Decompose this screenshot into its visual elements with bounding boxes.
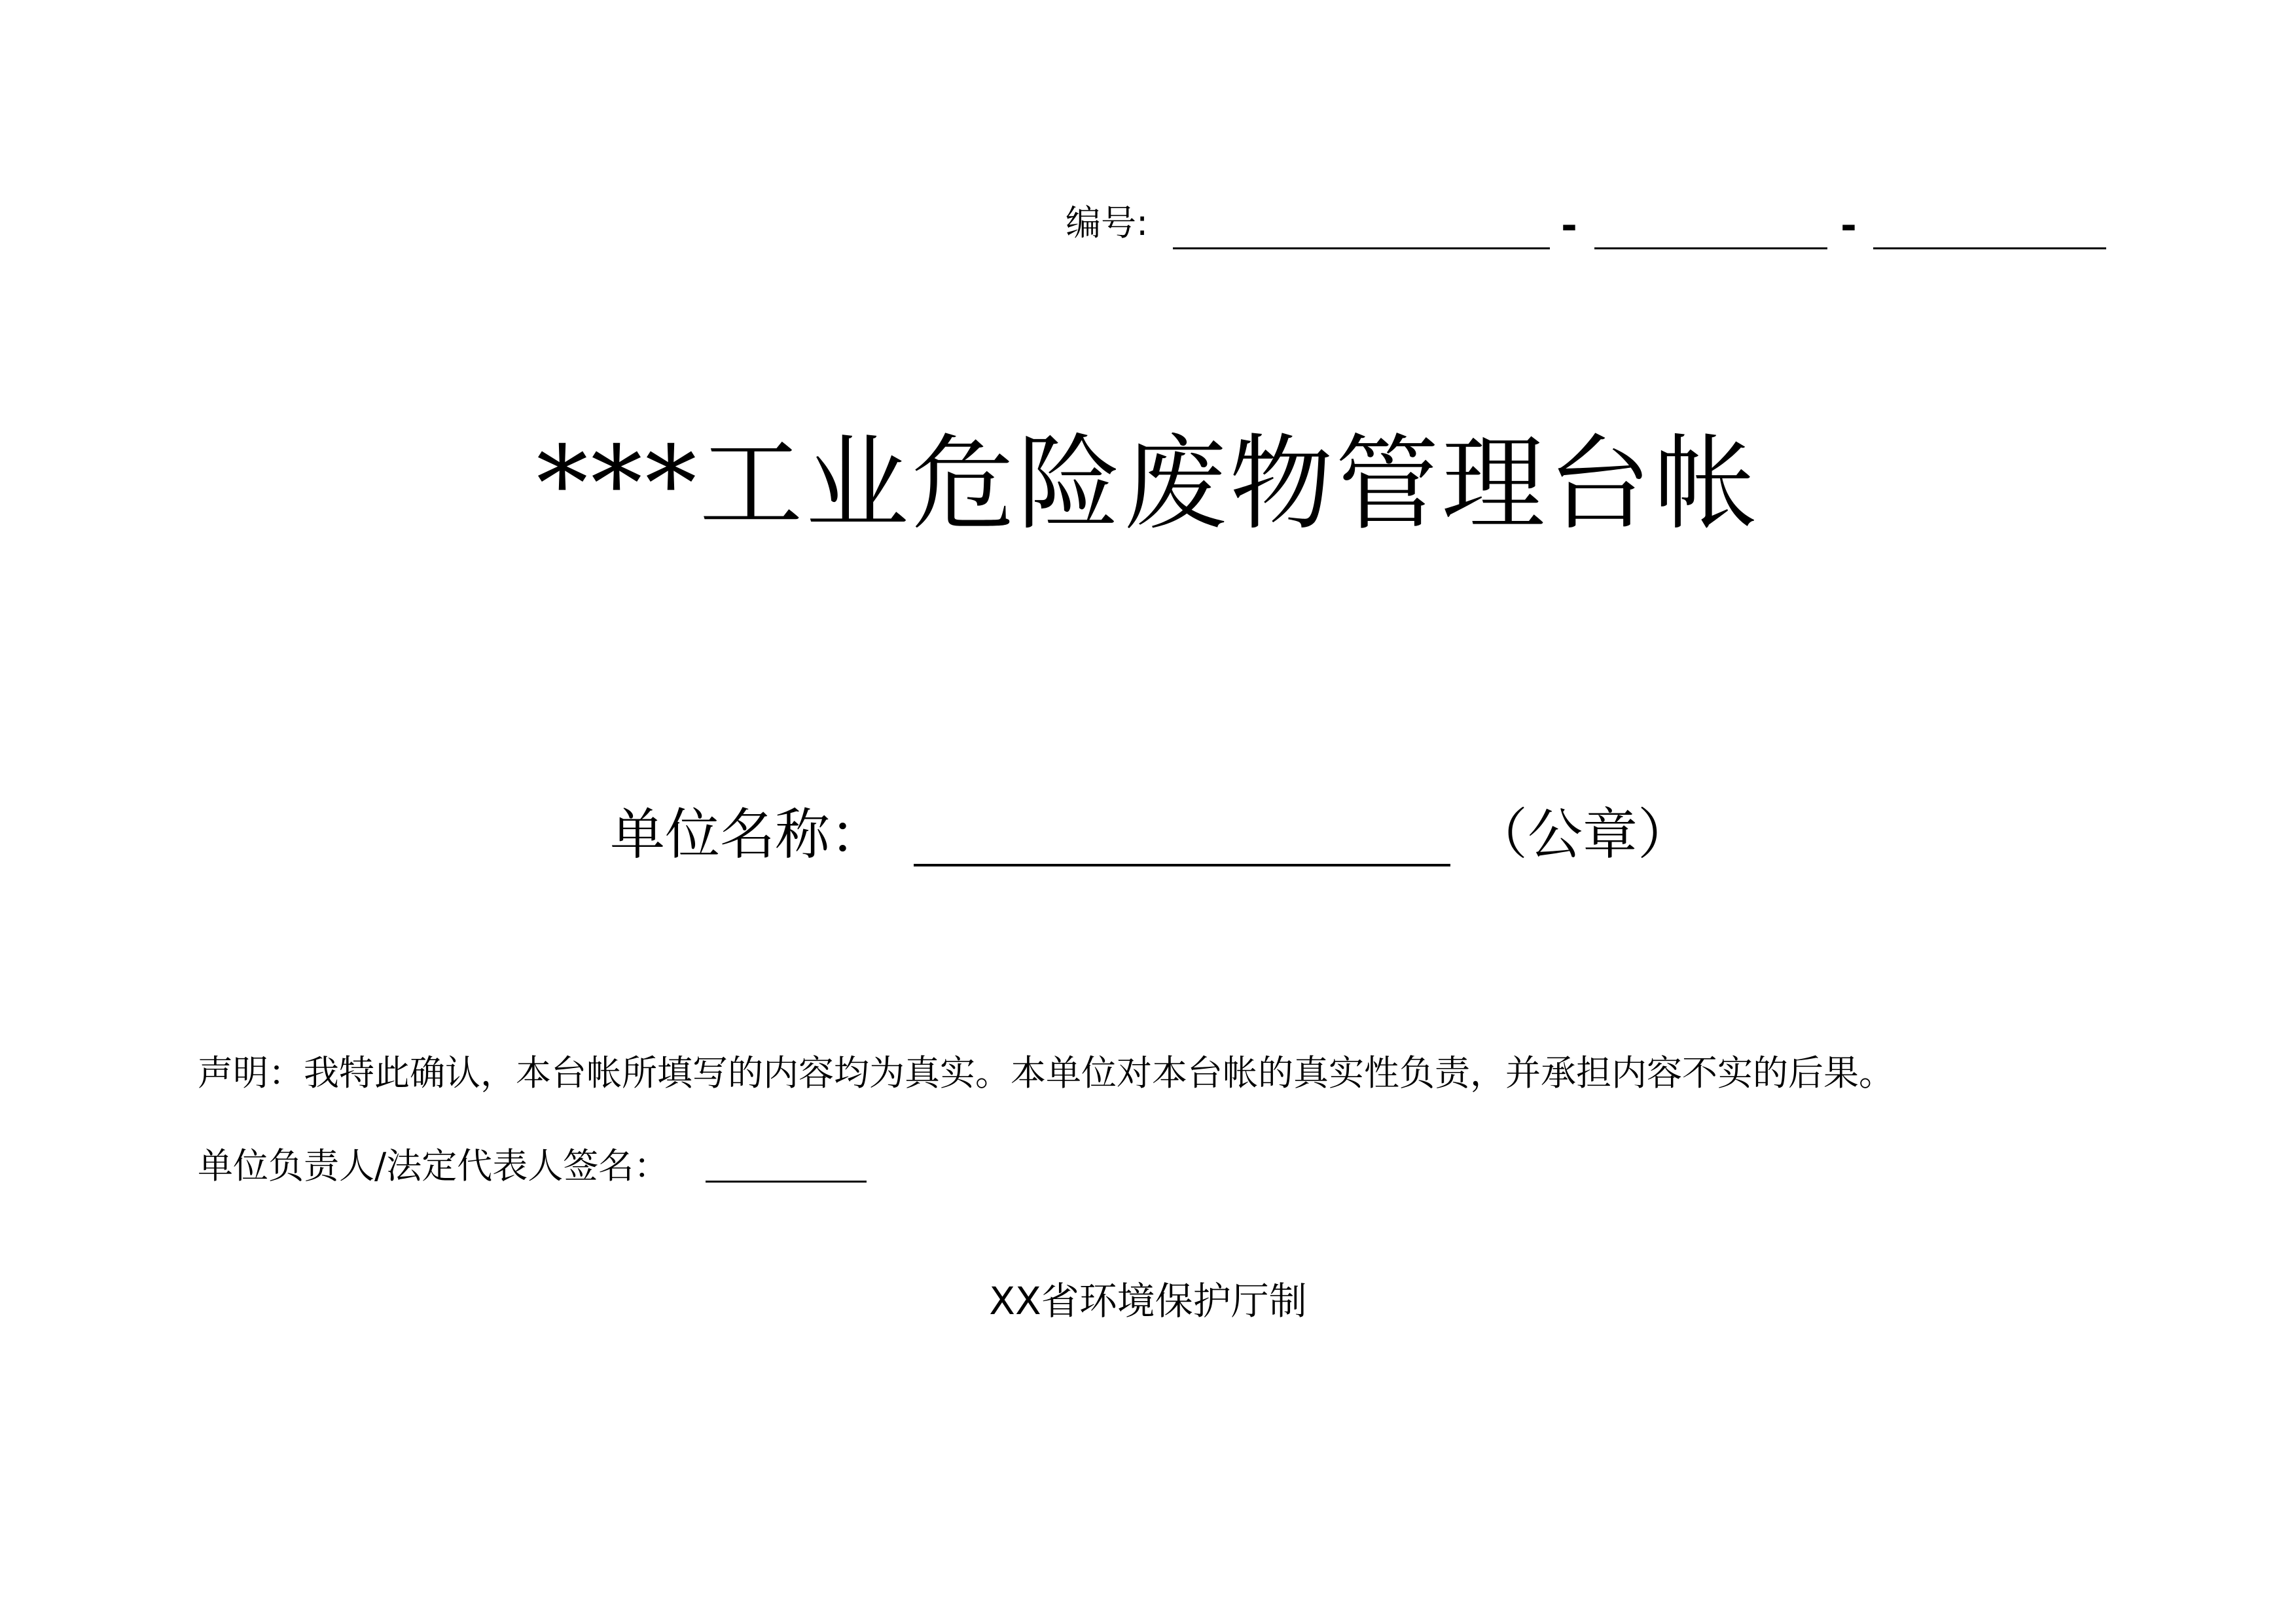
serial-separator-1: - — [1561, 203, 1577, 249]
issuer-text: XX省环境保护厅制 — [989, 1279, 1307, 1323]
unit-name-label: 单位名称： — [610, 802, 886, 866]
official-seal-label: （公章） — [1473, 802, 1693, 866]
declaration-text: 声明：我特此确认，本台帐所填写的内容均为真实。本单位对本台帐的真实性负责，并承担内容不实的后果。 — [198, 1052, 1894, 1094]
serial-field-2[interactable] — [1594, 247, 1827, 249]
serial-number-label: 编号: — [1066, 202, 1149, 243]
signature-field[interactable] — [706, 1181, 867, 1183]
serial-separator-2: - — [1840, 203, 1857, 249]
serial-field-3[interactable] — [1873, 247, 2106, 249]
document-title: ***工业危险废物管理台帐 — [536, 424, 1760, 544]
serial-field-1[interactable] — [1173, 247, 1550, 249]
unit-name-field[interactable] — [914, 864, 1450, 866]
signature-label: 单位负责人/法定代表人签名： — [198, 1145, 670, 1186]
